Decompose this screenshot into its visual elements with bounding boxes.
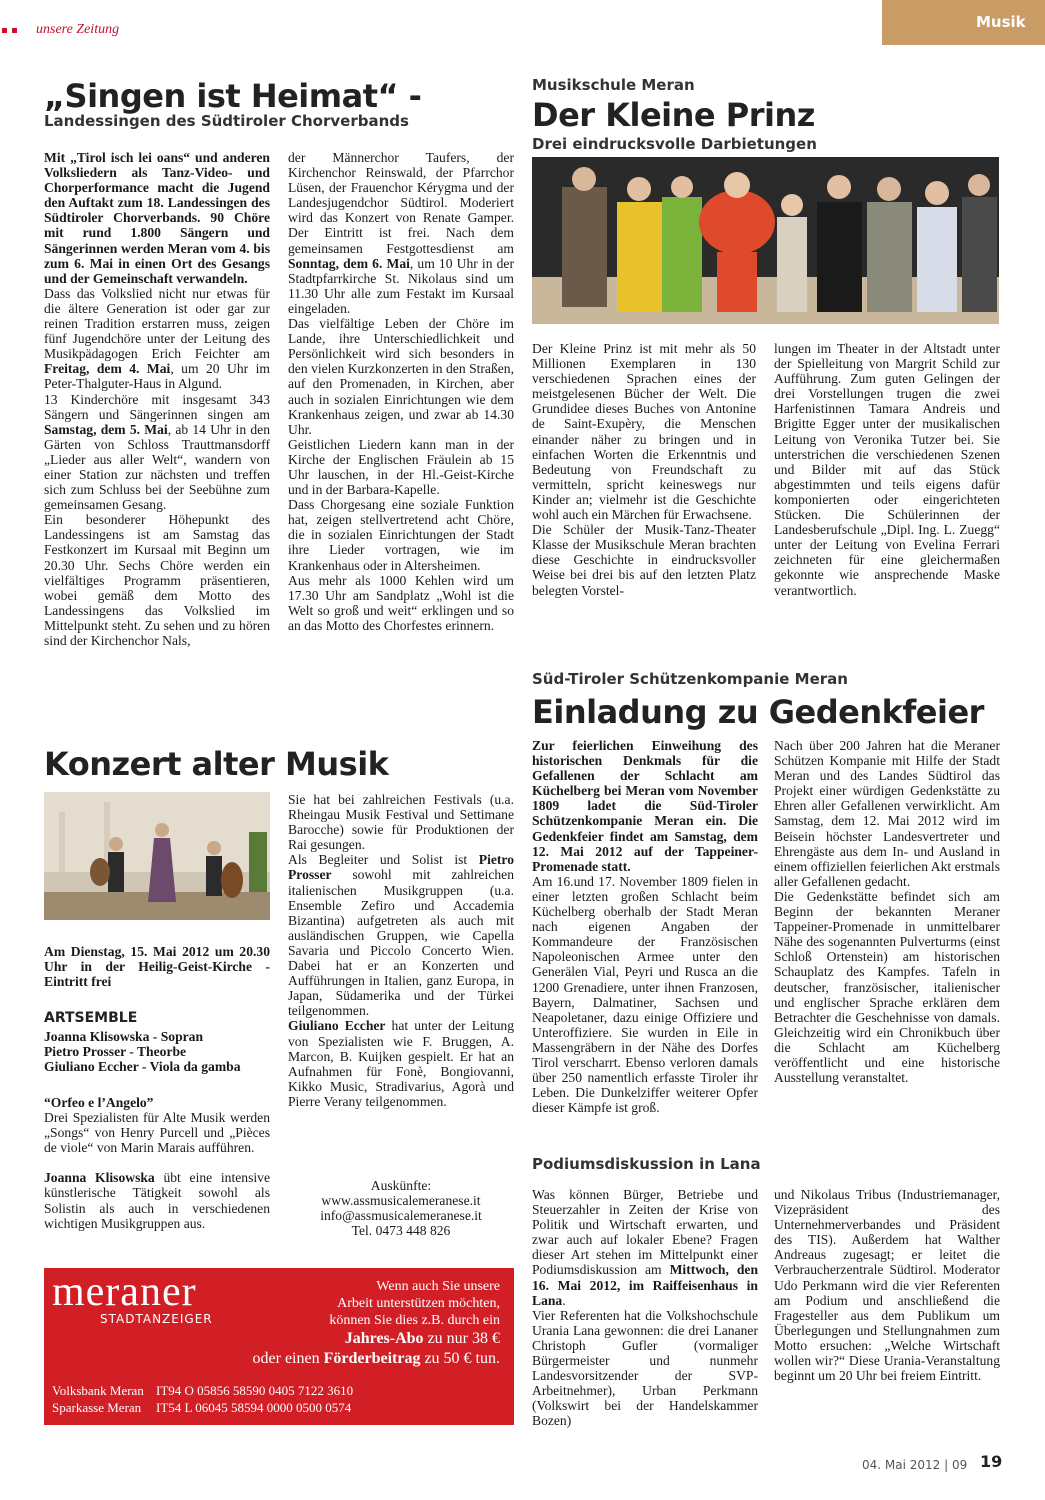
article-title-konzert: Konzert alter Musik (44, 745, 389, 783)
article-title-prinz: Der Kleine Prinz (532, 96, 815, 134)
article-col2-konzert: Sie hat bei zahlreichen Festivals (u.a. Rheingau Musik Festival und Settimane Barocche) sowie für Produktionen der Rai gesungen. Als Begleiter und Solist ist Pietro Prosser sowohl mit zahlreichen italienischen Musikgruppen (u.a. Ensemble Zefiro und Accademia Bizantina) aufgetreten als auch mit ausländischen Gruppen, wie Capella Savaria und Piccolo Concerto Wien. Dabei hat er an Konzerten und Aufführungen in Italien, ganz Europa, in Japan, Südamerika und der Türkei teilgenommen. Giuliano Eccher hat unter der Leitung von Spezialisten wie F. Bruggen, A. Marcon, B. Kuijken gespielt. Er hat an Aufnahmen für Fonè, Bongiovanni, Kikko Music, Stradivarius, Agorà und Pierre Verany teilgenommen. (288, 792, 514, 1109)
ensemble-member: Giuliano Eccher - Viola da gamba (44, 1059, 241, 1075)
accent-square (12, 28, 17, 33)
ad-bank-row (52, 1399, 353, 1416)
ad-abo-rest: zu nur 38 € (427, 1330, 500, 1347)
ad-appeal (200, 1278, 500, 1369)
article-kicker-schuetzen: Süd-Tiroler Schützenkompanie Meran (532, 670, 848, 688)
article-kicker-prinz: Musikschule Meran (532, 76, 695, 94)
article-subtitle-singen: Landessingen des Südtiroler Chorverbands (44, 112, 409, 130)
concert-photo (44, 792, 270, 920)
ad-line: können Sie dies z.B. durch ein (329, 1313, 500, 1328)
ad-foerder-line (200, 1349, 500, 1369)
ad-bank-name: Volksbank Meran (52, 1383, 144, 1398)
info-box (288, 1178, 514, 1238)
info-label: Auskünfte: (370, 1178, 432, 1193)
info-web-link[interactable]: www.assmusicalemeranese.it (321, 1193, 481, 1209)
page-number: 19 (980, 1452, 1003, 1471)
top-bar-accent (2, 28, 22, 34)
ad-line: Arbeit unterstützen möchten, (337, 1296, 500, 1311)
ad-bank-table (52, 1382, 353, 1416)
concert-date: Am Dienstag, 15. Mai 2012 um 20.30 Uhr in der Heilig-Geist-Kirche - Eintritt frei (44, 944, 270, 990)
article-title-podium: Podiumsdiskussion in Lana (532, 1155, 761, 1173)
article-col1-konzert: Drei Spezialisten für Alte Musik werden „Songs“ von Henry Purcell und „Pièces de viole“ von Marin Marais aufführen. Joanna Klisowska übt eine intensive künstlerische Tätigkeit sowohl als Solistin als auch in verschiedenen wichtigen Musikgruppen aus. (44, 1110, 270, 1231)
theater-photo-illustration (532, 157, 999, 324)
article-col1-prinz: Der Kleine Prinz ist mit mehr als 50 Millionen Exemplaren in 130 verschiedenen Sprachen eines der meistgelesenen Bücher der Welt. Die Grundidee dieses Buches von Antonine de Saint-Exupèry, die Menschen einander näher zu bringen und in einfachen Worten die Erkenntnis und Bedeutung von Freundschaft zu vermitteln, spricht keineswegs nur Kinder an; vielmehr ist die Geschichte wohl auch ein Märchen für Erwachsene. Die Schüler der Musik-Tanz-Theater Klasse der Musikschule Meran brachten diese Geschichte in eindrucksvoller Weise bei drei bis auf den letzten Platz belegten Vorstel- (532, 341, 756, 598)
article-title-singen: „Singen ist Heimat“ - (44, 77, 422, 115)
ensemble-members (44, 1029, 270, 1074)
ensemble-member: Joanna Klisowska - Sopran (44, 1029, 204, 1044)
info-phone: Tel. 0473 448 826 (351, 1223, 451, 1239)
concert-photo-illustration (44, 792, 270, 920)
subscription-ad (44, 1268, 514, 1425)
accent-square (2, 28, 7, 33)
ensemble-member: Pietro Prosser - Theorbe (44, 1044, 187, 1060)
section-tab (882, 0, 1045, 45)
brand-logo: unsere Zeitung (36, 22, 120, 37)
program-title: “Orfeo e l’Angelo” (44, 1095, 154, 1110)
ad-logo-sub: STADTANZEIGER (100, 1312, 213, 1326)
ensemble-name: ARTSEMBLE (44, 1010, 138, 1026)
ad-bank-row (52, 1382, 353, 1399)
article-col2-schuetzen: Nach über 200 Jahren hat die Meraner Schützen Kompanie mit Hilfe der Stadt Meran und des Landes Südtirol das Projekt einer würdigen Gedenkstätte zu Ehren aller Gefallenen verwirklicht. Am Samstag, dem 12. Mai 2012 wird im Beisein höchster Landesvertreter und Ehrengäste aus dem In- und Ausland in einem offiziellen feierlichen Akt erstmals aller Gefallenen gedacht. Die Gedenkstätte befindet sich am Beginn der bekannten Meraner Tappeiner-Promenade in unmittelbarer Nähe des sogenannten Pulverturms (einst Schloß Ortenstein) am historischen Schauplatz des Kampfes. Tafeln in deutscher, französischer, italienischer und englischer Sprache erklären dem Betrachter die Geschehnisse von damals. Gleichzeitig wird ein Chronikbuch über die Schlacht am Küchelberg veröffentlicht und eine historische Ausstellung veranstaltet. (774, 738, 1000, 1086)
article-title-schuetzen: Einladung zu Gedenkfeier (532, 693, 984, 731)
ad-logo: meraner (52, 1269, 197, 1315)
section-tab-label: Musik (976, 13, 1026, 31)
ad-abo-line (200, 1329, 500, 1349)
info-mail-link[interactable]: info@assmusicalemeranese.it (320, 1208, 482, 1224)
article-col2-singen: der Männerchor Taufers, der Kirchenchor Reinswald, der Pfarrchor Lüsen, der Frauenchor Kérygma und der Landesjugendchor Südtirol. Moderiert wird das Konzert von Renate Gamper. Der Eintritt ist frei. Nach dem gemeinsamen Festgottesdienst am Sonntag, dem 6. Mai, um 10 Uhr in der Stadtpfarrkirche St. Nikolaus sind um 11.30 Uhr alle zum Festakt im Kursaal eingeladen. Das vielfältige Leben der Chöre im Lande, ihre Unterschiedlichkeit und Persönlichkeit wird sich besonders in den vielen Kurzkonzerten in den Straßen, auf den Promenaden, in Kirchen, aber auch in sozialen Einrichtungen wie dem Krankenhaus zeigen, und zwar ab 14.30 Uhr. Geistlichen Liedern kann man in der Kirche der Englischen Fräulein ab 15 Uhr lauschen, in der Hl.-Geist-Kirche und in der Barbara-Kapelle. Dass Chorgesang eine soziale Funktion hat, zeigen stellvertretend acht Chöre, die in sozialen Einrichtungen der Stadt ihre Lieder vortragen, wie im Krankenhaus oder in Altersheimen. Aus mehr als 1000 Kehlen wird um 17.30 Uhr am Sandplatz „Wohl ist die Welt so groß und weit“ erklingen und so an das Motto des Chorfestes erinnern. (288, 150, 514, 633)
article-col2-prinz: lungen im Theater in der Altstadt unter der Spielleitung von Margrit Schild zur Aufführung. Zum guten Gelingen der drei Vorstellungen trugen die zwei Harfenistinnen Tamara Andreis und Brigitte Egger unter der musikalischen Leitung von Veronika Tutzer bei. Sie unterstrichen die verschiedenen Szenen und Bilder mit auf das Stück abgestimmten und teils eigens dafür komponierten oder eingerichteten Stücken. Die Schülerinnen der Landesberufschule „Dipl. Ing. L. Zuegg“ unter der Leitung von Evelina Ferrari zeichneten für eine gleichermaßen gekonnte wie ansprechende Maske verantwortlich. (774, 341, 1000, 598)
ad-abo-bold: Jahres-Abo (344, 1330, 424, 1347)
ad-foerder-bold: Förderbeitrag (323, 1350, 421, 1367)
article-subtitle-prinz: Drei eindrucksvolle Darbietungen (532, 135, 817, 153)
ad-foerder-pre: oder einen (252, 1350, 320, 1367)
ad-bank-iban: IT94 O 05856 58590 0405 7122 3610 (156, 1383, 354, 1398)
article-col1-schuetzen: Zur feierlichen Einweihung des historischen Denkmals für die Gefallenen der Schlacht am Küchelberg bei Meran vom November 1809 ladet die Süd-Tiroler Schützenkompanie Meran ein. Die Gedenkfeier findet am Samstag, dem 12. Mai 2012 auf der Tappeiner-Promenade statt. Am 16.und 17. November 1809 fielen in einer letzten großen Schlacht beim Küchelberg oberhalb der Stadt Meran nach eigenen Angaben der Kommandeure der Französischen Napoleonischen Armee unter den Generälen Vial, Peyri und Rusca an die 1200 Grenadiere, unter ihnen Franzosen, Bayern, Dalmatiner, Sachsen und Neapoletaner, dazu einige Offiziere und Unteroffiziere. Sie wurden in Eile in Massengräbern in der Nähe des Dorfes Tirol verscharrt. Ebenso verloren damals über 250 namentlich erfasste Tiroler ihr Leben. Die Dunkelziffer weiterer Opfer dieser Kämpfe ist groß. (532, 738, 758, 1116)
theater-photo (532, 157, 999, 324)
ad-bank-iban: IT54 L 06045 58594 0000 0500 0574 (156, 1400, 352, 1415)
article-col1-podium: Was können Bürger, Betriebe und Steuerzahler in Zeiten der Krise von Politik und Wirtschaft erwarten, und zwar auch auf lokaler Ebene? Fragen dieser Art stehen im Mittelpunkt einer Podiumsdiskussion am Mittwoch, den 16. Mai 2012, im Raiffeisenhaus in Lana. Vier Referenten hat die Volkshochschule Urania Lana gewonnen: die drei Lananer Christoph Gufler (vormaliger Bürgermeister und nunmehr Landesvorsitzender der SVP-Arbeitnehmer), Urban Perkmann (Volkswirt bei der Handelskammer Bozen) (532, 1187, 759, 1429)
article-col2-podium: und Nikolaus Tribus (Industriemanager, Vizepräsident des Unternehmerverbandes und Präsident des TIS). Außerdem hat Walther Andreaus zugesagt; er leitet die Verbraucherzentrale Südtirol. Moderator Udo Perkmann wird die vier Referenten am Podium und anschließend die Fragesteller aus dem Publikum um Überlegungen und Stellungnahmen zum Motto ersuchen: „Welche Wirtschaft wollen wir?“ Diese Urania-Veranstaltung beginnt um 20 Uhr bei freiem Eintritt. (774, 1187, 1000, 1384)
article-col1-singen: Mit „Tirol isch lei oans“ und anderen Volksliedern als Tanz-Video- und Chorperformance macht die Jugend den Auftakt zum 18. Landessingen des Südtiroler Chorverbands. 90 Chöre mit rund 1.800 Sängern und Sängerinnen werden Meran vom 4. bis zum 6. Mai in einen Ort des Gesangs und der Gemeinschaft verwandeln. Dass das Volkslied nicht nur etwas für die ältere Generation ist oder gar zur reinen Tradition erstarren muss, zeigen fünf Jugendchöre unter der Leitung des Musikpädagogen Erich Feichter am Freitag, dem 4. Mai, um 20 Uhr im Peter-Thalguter-Haus in Algund. 13 Kinderchöre mit insgesamt 343 Sängern und Sängerinnen singen am Samstag, dem 5. Mai, ab 14 Uhr in den Gärten von Schloss Trauttmansdorff „Lieder aus aller Welt“, wandern von einer Station zur nächsten und treffen sich zum Schluss bei der Seebühne zum gemeinsamen Gesang. Ein besonderer Höhepunkt des Landessingens ist am Samstag das Festkonzert im Kursaal mit Beginn um 20.30 Uhr. Sechs Chöre werden ein vielfältiges Programm präsentieren, wobei gemäß dem Motto des Landessingens das Volkslied im Mittelpunkt steht. Zu sehen und zu hören sind der Kirchenchor Nals, (44, 150, 270, 648)
ad-bank-name: Sparkasse Meran (52, 1400, 142, 1415)
ad-foerder-rest: zu 50 € tun. (424, 1350, 500, 1367)
footer-date: 04. Mai 2012 | 09 (862, 1458, 968, 1472)
ad-line: Wenn auch Sie unsere (376, 1279, 500, 1294)
